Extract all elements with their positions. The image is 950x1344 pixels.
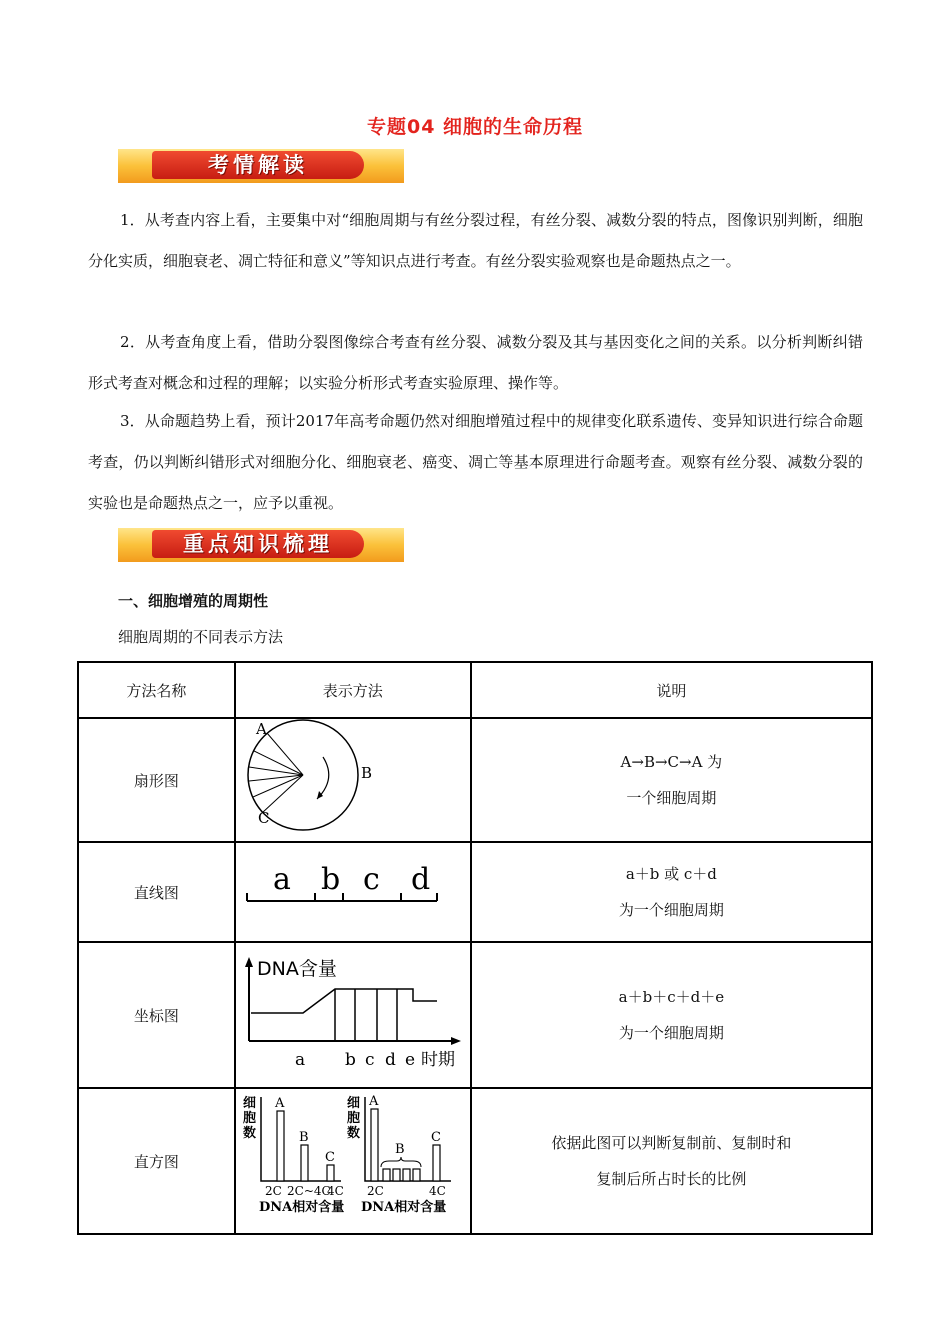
cell-cycle-table [77,661,873,1235]
coord-tick-c: c [364,1050,375,1070]
line-diagram-cell [235,842,471,942]
desc-line: 一个细胞周期 [626,789,717,807]
hist-left-tick-1: 2C [264,1184,282,1198]
row-name: 坐标图 [78,942,235,1088]
hist-left-bar-a [277,1111,284,1181]
row-desc [471,942,872,1088]
hist-right-label-b: B [394,1142,405,1157]
hist-right-ylabel-2: 胞 [346,1111,360,1126]
row-desc [471,718,872,842]
hist-right-tick-2: 4C [428,1184,446,1198]
line-label-a: a [272,862,291,897]
row-name: 扇形图 [78,718,235,842]
hist-right-bar-c [433,1145,440,1181]
coord-tick-e: e [404,1050,415,1070]
coord-tick-a: a [294,1050,305,1070]
hist-left-label-c: C [324,1150,335,1165]
desc-line: 为一个细胞周期 [618,1024,724,1042]
line-label-c: c [362,862,380,897]
coord-xlabel: 时期 [420,1050,455,1070]
hist-left-tick-3: 4C [326,1184,344,1198]
header-method-name: 方法名称 [78,662,235,718]
desc-line: a＋b＋c＋d＋e [618,988,725,1006]
row-name: 直方图 [78,1088,235,1234]
fan-label-c: C [257,809,270,827]
fan-label-a: A [255,720,267,738]
hist-right-bar-b1 [383,1169,390,1181]
coord-diagram [237,943,469,1083]
paragraph-1: 1．从考查内容上看，主要集中对“细胞周期与有丝分裂过程，有丝分裂、减数分裂的特点，图像识别判断，细胞分化实质，细胞衰老、凋亡特征和意义”等知识点进行考查。有丝分裂实验观察也是命题热点之一。 [88,211,863,270]
table-row [78,1088,872,1234]
paragraph-3: 3．从命题趋势上看，预计2017年高考命题仍然对细胞增殖过程中的规律变化联系遗传、变异知识进行综合命题考查，仍以判断纠错形式对细胞分化、细胞衰老、癌变、凋亡等基本原理进行命题考查。观察有丝分裂、减数分裂的实验也是命题热点之一，应予以重视。 [88,412,863,512]
banner-label: 考情解读 [208,153,308,177]
hist-diagram [237,1089,469,1229]
hist-left [243,1096,344,1215]
phase-lines [335,989,397,1041]
banner-key-knowledge [118,528,404,562]
hist-left-bar-c [327,1165,334,1181]
hist-right-ylabel-3: 数 [346,1126,360,1141]
desc-line: a＋b 或 c＋d [625,865,717,883]
coord-diagram-cell [235,942,471,1088]
fan-diagram-cell [235,718,471,842]
banner-exam-analysis [118,149,404,183]
page-title: 专题04 细胞的生命历程 [366,116,584,138]
hist-right-ylabel-1: 细 [346,1096,360,1111]
hist-right-bar-b4 [413,1169,420,1181]
row-name: 直线图 [78,842,235,942]
table-caption: 细胞周期的不同表示方法 [118,628,284,646]
hist-right-bar-b2 [393,1169,400,1181]
hist-left-tick-2: 2C~4C [286,1184,331,1198]
dna-curve [251,989,437,1013]
hist-left-label-a: A [274,1096,285,1111]
desc-line: 为一个细胞周期 [618,901,724,919]
table-row [78,942,872,1088]
fan-diagram [237,719,469,837]
hist-right-label-c: C [430,1130,441,1145]
hist-right-xlabel: DNA相对含量 [360,1200,447,1215]
hist-left-ylabel-3: 数 [242,1126,256,1141]
row-desc [471,1088,872,1234]
desc-line: 复制后所占时长的比例 [596,1170,747,1188]
brace-icon [381,1157,421,1167]
coord-ylabel: DNA含量 [256,958,337,980]
x-arrow-icon [451,1037,461,1045]
hist-left-xlabel: DNA相对含量 [258,1200,345,1215]
paragraph-2: 2．从考查角度上看，借助分裂图像综合考查有丝分裂、减数分裂及其与基因变化之间的关系。以分析判断纠错形式考查对概念和过程的理解；以实验分析形式考查实验原理、操作等。 [88,333,863,392]
table-row [78,718,872,842]
table-row [78,842,872,942]
fan-label-b: B [360,764,372,782]
row-desc [471,842,872,942]
hist-right-bar-b3 [403,1169,410,1181]
header-representation: 表示方法 [235,662,471,718]
hist-right-tick-1: 2C [366,1184,384,1198]
banner-label: 重点知识梳理 [183,532,333,556]
table-header-row [78,662,872,718]
y-arrow-icon [245,957,253,967]
section-heading: 一、细胞增殖的周期性 [118,592,269,610]
hist-right [347,1094,451,1215]
coord-tick-b: b [344,1050,356,1070]
hist-left-label-b: B [298,1130,309,1145]
hist-left-ylabel-2: 胞 [242,1111,256,1126]
hist-left-ylabel-1: 细 [242,1096,256,1111]
coord-tick-d: d [384,1050,396,1070]
hist-diagram-cell [235,1088,471,1234]
desc-line: A→B→C→A 为 [620,753,723,771]
line-label-d: d [410,862,430,897]
hist-right-label-a: A [368,1094,379,1109]
hist-left-bar-b [301,1145,308,1181]
desc-line: 依据此图可以判断复制前、复制时和 [551,1134,792,1152]
line-label-b: b [320,862,340,897]
line-diagram [237,843,469,937]
hist-right-bar-a [371,1109,378,1181]
header-explanation: 说明 [471,662,872,718]
